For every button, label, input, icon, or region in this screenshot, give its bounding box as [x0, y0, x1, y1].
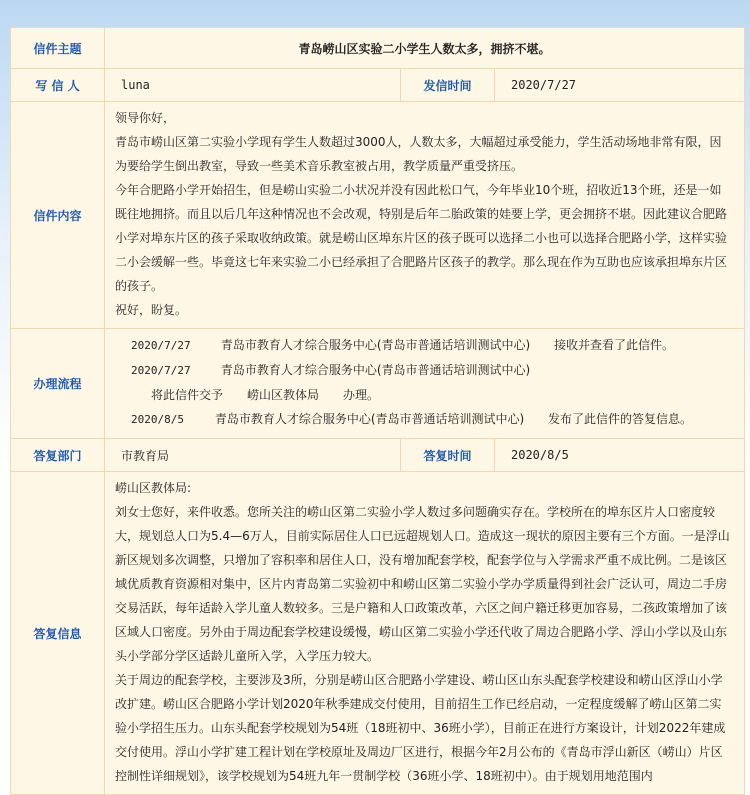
reply-paragraph: 崂山区教体局: — [115, 481, 192, 495]
reply-info-label: 答复信息 — [11, 472, 105, 795]
step-org: 青岛市教育人才综合服务中心(青岛市普通话培训测试中心) — [220, 363, 531, 377]
subject-label: 信件主题 — [11, 28, 105, 69]
step-date: 2020/7/27 — [131, 364, 191, 377]
step-date: 2020/8/5 — [131, 413, 184, 426]
reply-content — [105, 472, 745, 795]
letter-content — [105, 102, 745, 329]
process-step — [131, 333, 732, 358]
reply-time: 2020/8/5 — [495, 439, 745, 472]
writer-name: luna — [105, 69, 401, 102]
reply-paragraph: 关于周边的配套学校，主要涉及3所，分别是崂山区合肥路小学建设、崂山区山东头配套学校建设和崂山区浮山小学改扩建。崂山区合肥路小学计划2020年秋季建成交付使用，目前招生工作已经启动，一定程度缓解了崂山区第二实验小学招生压力。山东头配套学校规划为54班（18班初中、36班小学），目前正在进行方案设计，计划2022年建成交付使用。浮山小学扩建工程计划在学校原址及周边厂区进行，根据今年2月公布的《青岛市浮山新区（崂山）片区控制性详细规划》，该学校规划为54班九年一贯制学校（36班小学、18班初中）。由于规划用地范围内 — [115, 673, 726, 783]
step-date: 2020/7/27 — [131, 339, 191, 352]
content-paragraph: 今年合肥路小学开始招生，但是崂山实验二小状况并没有因此松口气，今年毕业10个班，招收近13个班，还是一如既往地拥挤。而且以后几年这种情况也不会改观，特别是后年二胎政策的娃要上学，更会拥挤不堪。因此建议合肥路小学对埠东片区的孩子采取收纳政策。就是崂山区埠东片区的孩子既可以选择二小也可以选择合肥路小学，这样实验二小会缓解一些。毕竟这七年来实验二小已经承担了合肥路片区孩子的教学。那么现在作为互助也应该承担埠东片区的孩子。 — [115, 183, 728, 293]
step-action: 发布了此信件的答复信息。 — [548, 412, 693, 426]
content-paragraph: 青岛市崂山区第二实验小学现有学生人数超过3000人，人数太多，大幅超过承受能力，学生活动场地非常有限，因为要给学生倒出教室，导致一些美术音乐教室被占用，教学质量严重受挤压。 — [115, 135, 722, 173]
content-label: 信件内容 — [11, 102, 105, 329]
content-paragraph: 祝好，盼复。 — [115, 303, 188, 317]
step-org: 青岛市教育人才综合服务中心(青岛市普通话培训测试中心) — [214, 412, 525, 426]
step-org: 青岛市教育人才综合服务中心(青岛市普通话培训测试中心) — [220, 338, 531, 352]
content-paragraph: 领导你好， — [115, 111, 176, 125]
process-label: 办理流程 — [11, 329, 105, 439]
reply-time-label: 答复时间 — [401, 439, 495, 472]
process-step — [131, 358, 732, 407]
sent-time: 2020/7/27 — [495, 69, 745, 102]
letter-detail-panel — [10, 27, 744, 795]
reply-dept: 市教育局 — [105, 439, 401, 472]
sent-time-label: 发信时间 — [401, 69, 495, 102]
step-action: 将此信件交予 崂山区教体局 办理。 — [151, 388, 380, 402]
reply-paragraph: 刘女士您好，来件收悉。您所关注的崂山区第二实验小学人数过多问题确实存在。学校所在的埠东区片人口密度较大，规划总人口为5.4—6万人，目前实际居住人口已远超规划人口。造成这一现状的原因主要有三个方面。一是浮山新区规划多次调整，只增加了容积率和居住人口，没有增加配套学校，配套学位与入学需求严重不成比例。二是该区域优质教育资源相对集中，区片内青岛第二实验初中和崂山区第二实验小学办学质量得到社会广泛认可，周边二手房交易活跃，每年适龄入学儿童人数较多。三是户籍和人口政策改革，六区之间户籍迁移更加容易，二孩政策增加了该区域人口密度。另外由于周边配套学校建设缓慢，崂山区第二实验小学还代收了周边合肥路小学、浮山小学以及山东头小学部分学区适龄儿童所入学，入学压力较大。 — [115, 505, 730, 663]
writer-label: 写 信 人 — [11, 69, 105, 102]
reply-dept-label: 答复部门 — [11, 439, 105, 472]
step-action: 接收并查看了此信件。 — [554, 338, 675, 352]
process-steps — [105, 329, 745, 439]
letter-subject: 青岛崂山区实验二小学生人数太多，拥挤不堪。 — [105, 28, 745, 69]
process-step — [131, 407, 732, 432]
letter-table — [10, 27, 745, 795]
